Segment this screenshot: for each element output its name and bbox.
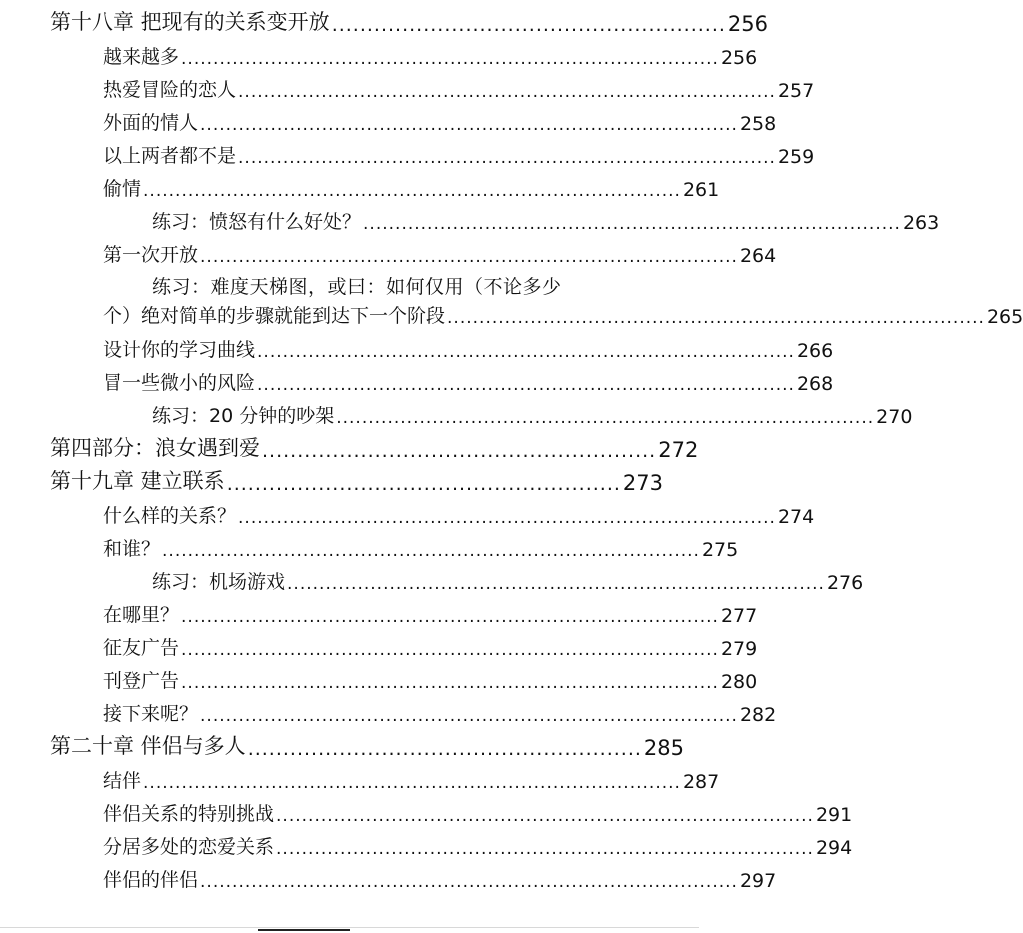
toc-entry-exercise-line1[interactable]: 练习：难度天梯图，或曰：如何仅用（不论多少 [152,276,562,298]
toc-entry[interactable] [103,74,815,102]
toc-entry-page: 291 [815,804,853,826]
toc-entry[interactable] [103,334,834,362]
toc-leader-dots: .................................................................................... [181,49,719,69]
toc-entry[interactable] [103,500,815,528]
toc-leader-dots: .................................................................................... [200,115,738,135]
toc-entry-part-4[interactable] [50,432,699,462]
toc-entry-exercise[interactable] [152,400,913,428]
toc-entry-page: 264 [739,245,777,267]
toc-entry-title: 伴侣关系的特别挑战 [103,803,275,825]
toc-entry-title: 冒一些微小的风险 [103,372,256,394]
toc-entry-page: 282 [739,704,777,726]
toc-entry-page: 297 [739,870,777,892]
toc-entry-page: 287 [682,771,720,793]
toc-leader-dots: ........................................................ [262,440,657,462]
toc-entry-page: 274 [777,506,815,528]
toc-entry-chapter-18[interactable] [50,6,768,36]
toc-entry-title: 个）绝对简单的步骤就能到达下一个阶段 [103,305,446,327]
toc-entry-page: 256 [720,47,758,69]
toc-entry-title: 偷情 [103,178,142,200]
toc-entry[interactable] [103,107,777,135]
toc-leader-dots: .................................................................................... [276,806,814,826]
toc-entry-title: 第二十章 伴侣与多人 [50,734,246,758]
toc-entry-page: 258 [739,113,777,135]
toc-leader-dots: .................................................................................... [162,541,700,561]
toc-entry-title: 设计你的学习曲线 [103,339,256,361]
toc-entry[interactable] [103,632,758,660]
toc-entry[interactable] [103,765,720,793]
toc-entry-page: 263 [902,212,940,234]
toc-leader-dots: .................................................................................... [363,214,901,234]
toc-entry[interactable] [103,239,777,267]
toc-entry-page: 272 [658,438,699,462]
toc-entry-page: 279 [720,638,758,660]
toc-entry-title: 结伴 [103,770,142,792]
toc-leader-dots: .................................................................................... [238,148,776,168]
toc-entry[interactable] [103,665,758,693]
toc-entry[interactable] [103,41,758,69]
toc-entry-title: 刊登广告 [103,670,180,692]
toc-entry-page: 257 [777,80,815,102]
toc-leader-dots: ........................................................ [331,14,726,36]
toc-entry-page: 265 [986,306,1023,328]
toc-entry-page: 275 [701,539,739,561]
toc-entry-title: 分居多处的恋爱关系 [103,836,275,858]
toc-entry[interactable] [103,798,853,826]
toc-entry-page: 266 [796,340,834,362]
toc-entry-title: 练习：20 分钟的吵架 [152,405,335,427]
toc-entry-page: 261 [682,179,720,201]
toc-leader-dots: .................................................................................... [287,574,825,594]
toc-entry-title: 热爱冒险的恋人 [103,79,237,101]
page-footer-mark [258,929,350,931]
toc-entry-title: 和谁？ [103,538,161,560]
toc-entry-page: 270 [876,406,913,428]
toc-entry-page: 259 [777,146,815,168]
toc-entry-title: 什么样的关系？ [103,505,237,527]
toc-entry-page: 276 [826,572,864,594]
toc-entry-page: 285 [643,736,684,760]
toc-entry-page: 268 [796,373,834,395]
toc-leader-dots: .................................................................................... [238,82,776,102]
toc-entry-title: 在哪里？ [103,604,180,626]
toc-entry-title: 以上两者都不是 [103,145,237,167]
toc-leader-dots: ........................................................ [247,738,642,760]
toc-entry-exercise[interactable] [152,566,864,594]
toc-leader-dots: .................................................................................... [200,247,738,267]
toc-entry-title: 第十九章 建立联系 [50,469,225,493]
toc-entry-title: 练习：愤怒有什么好处？ [152,211,362,233]
toc-entry-title: 练习：机场游戏 [152,571,286,593]
toc-leader-dots: .................................................................................... [238,508,776,528]
toc-leader-dots: .................................................................................... [143,773,681,793]
toc-leader-dots: .................................................................................... [181,673,719,693]
toc-entry-page: 280 [720,671,758,693]
toc-entry-chapter-20[interactable] [50,730,684,760]
toc-entry[interactable] [103,698,777,726]
toc-leader-dots: .................................................................................... [336,408,875,428]
toc-leader-dots: .................................................................................... [200,872,738,892]
toc-entry-page: 294 [815,837,853,859]
toc-entry-title: 接下来呢？ [103,703,199,725]
toc-leader-dots: .................................................................................... [200,706,738,726]
toc-entry-title: 越来越多 [103,46,180,68]
toc-entry[interactable] [103,599,758,627]
toc-entry-title: 伴侣的伴侣 [103,869,199,891]
toc-entry[interactable] [103,533,739,561]
toc-entry-title: 第四部分：浪女遇到爱 [50,436,260,460]
toc-entry[interactable] [103,864,777,892]
toc-entry[interactable] [103,140,815,168]
toc-leader-dots: .................................................................................... [181,640,719,660]
toc-entry-title: 第一次开放 [103,244,199,266]
page-bottom-divider [0,927,699,928]
toc-entry-page: 277 [720,605,758,627]
toc-entry-title: 第十八章 把现有的关系变开放 [50,10,330,34]
toc-leader-dots: .................................................................................... [257,375,795,395]
toc-entry[interactable] [103,831,853,859]
toc-leader-dots: .................................................................................... [276,839,814,859]
toc-entry[interactable] [103,367,834,395]
toc-leader-dots: .................................................................................... [257,342,795,362]
toc-entry[interactable] [103,173,720,201]
toc-leader-dots: ........................................................ [226,473,621,495]
toc-entry-title: 征友广告 [103,637,180,659]
toc-leader-dots: .................................................................................... [181,607,719,627]
toc-entry-page: 256 [727,12,768,36]
toc-entry-title: 外面的情人 [103,112,199,134]
toc-entry-exercise-line2[interactable] [103,300,1023,328]
toc-entry-exercise[interactable] [152,206,940,234]
toc-entry-page: 273 [622,471,663,495]
toc-leader-dots: .................................................................................... [143,181,681,201]
toc-leader-dots: .................................................................................... [447,308,985,328]
toc-entry-chapter-19[interactable] [50,465,663,495]
